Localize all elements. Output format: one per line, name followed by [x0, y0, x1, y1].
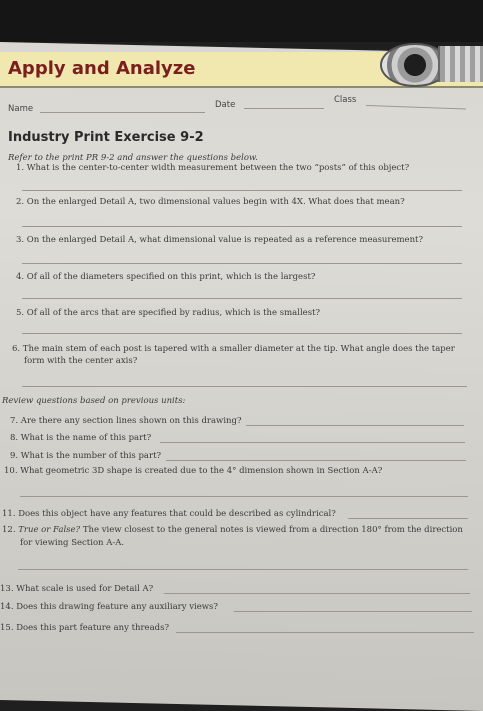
question-7: 7. Are there any section lines shown on this drawing? — [10, 416, 242, 426]
question-5: 5. Of all of the arcs that are specified by radius, which is the smallest? — [16, 308, 321, 318]
answer-line-6[interactable] — [22, 386, 467, 387]
answer-line-4[interactable] — [22, 298, 462, 299]
class-label: Class — [334, 95, 357, 105]
question-6-line-2: form with the center axis? — [24, 356, 138, 366]
question-11: 11. Does this object have any features that could be described as cylindrical? — [2, 509, 336, 519]
answer-line-9[interactable] — [166, 460, 466, 461]
answer-line-12[interactable] — [18, 569, 468, 570]
photo-background — [0, 0, 483, 42]
answer-line-8[interactable] — [160, 442, 465, 443]
question-14: 14. Does this drawing feature any auxiliary views? — [0, 602, 218, 612]
answer-line-5[interactable] — [22, 333, 462, 334]
answer-line-10[interactable] — [20, 496, 468, 497]
question-12-number: 12. — [2, 525, 19, 535]
bearing-rollers-image — [438, 46, 483, 82]
answer-line-1[interactable] — [22, 190, 462, 191]
name-field-line[interactable] — [40, 112, 205, 113]
question-10: 10. What geometric 3D shape is created due to the 4° dimension shown in Section A-A? — [4, 466, 383, 476]
answer-line-11[interactable] — [348, 518, 468, 519]
answer-line-7[interactable] — [246, 425, 464, 426]
question-9: 9. What is the number of this part? — [10, 451, 162, 461]
question-15: 15. Does this part feature any threads? — [0, 623, 169, 633]
question-12-line-2: for viewing Section A-A. — [20, 538, 125, 548]
date-label: Date — [215, 100, 236, 110]
question-12-line-1 — [2, 525, 463, 535]
page-title: Apply and Analyze — [8, 58, 196, 79]
answer-line-3[interactable] — [22, 263, 462, 264]
question-13: 13. What scale is used for Detail A? — [0, 584, 154, 594]
answer-line-15[interactable] — [176, 632, 474, 633]
review-heading: Review questions based on previous units: — [2, 396, 186, 406]
exercise-instructions: Refer to the print PR 9-2 and answer the questions below. — [8, 153, 258, 163]
date-field-line[interactable] — [244, 108, 324, 109]
question-2: 2. On the enlarged Detail A, two dimensional values begin with 4X. What does that mean? — [16, 197, 405, 207]
question-1: 1. What is the center-to-center width measurement between the two “posts” of this object? — [16, 163, 410, 173]
question-12-text: The view closest to the general notes is viewed from a direction 180° from the direction — [80, 525, 463, 535]
question-3: 3. On the enlarged Detail A, what dimensional value is repeated as a reference measurement? — [16, 235, 424, 245]
answer-line-2[interactable] — [22, 226, 462, 227]
question-4: 4. Of all of the diameters specified on this print, which is the largest? — [16, 272, 316, 282]
answer-line-14[interactable] — [234, 611, 472, 612]
question-6-line-1: 6. The main stem of each post is tapered with a smaller diameter at the tip. What angle does the taper — [12, 344, 455, 354]
true-false-label: True or False? — [18, 525, 81, 535]
exercise-title: Industry Print Exercise 9-2 — [8, 130, 204, 145]
question-8: 8. What is the name of this part? — [10, 433, 152, 443]
name-label: Name — [8, 104, 34, 114]
answer-line-13[interactable] — [164, 593, 470, 594]
